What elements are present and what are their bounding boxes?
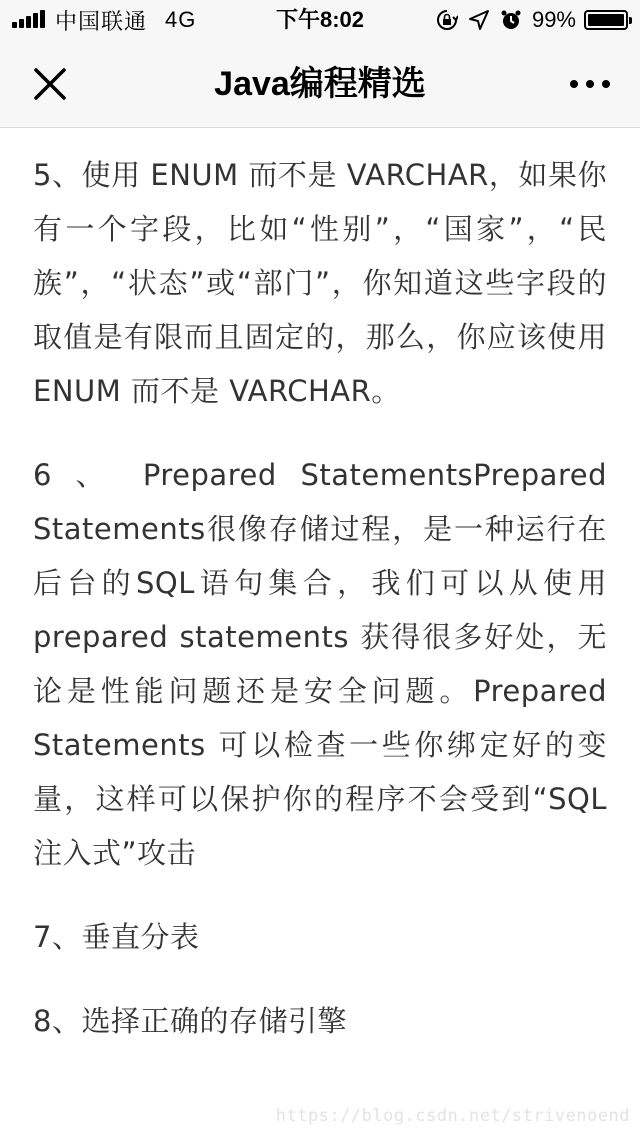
battery-fill [588,14,624,26]
battery-percent: 99% [531,7,576,32]
status-time: 下午8:02 [275,7,365,32]
status-left [12,6,196,34]
rotation-lock-icon [436,9,458,31]
alarm-clock-icon [500,9,522,31]
carrier-name: 中国联通 [55,8,148,34]
status-right [436,6,628,34]
watermark: https://blog.csdn.net/strivenoend [275,1106,630,1126]
page-title: Java编程精选 [214,65,426,103]
more-icon[interactable] [568,70,612,98]
article-paragraph: 6 、 Prepared StatementsPrepared Statements很像存储过程，是一种运行在后台的SQL语句集合，我们可以从使用prepared statements 获得很多好处，无论是性能问题还是安全问题。Prepared Statements 可以检查一些你绑定好的变量，这样可以保护你的程序不会受到“SQL注入式”攻击 [33,458,607,870]
article-body [33,148,607,1078]
network-type: 4G [165,7,197,32]
article-paragraph: 7、垂直分表 [33,920,200,954]
article-paragraph: 5、使用 ENUM 而不是 VARCHAR，如果你有一个字段，比如“性别”，“国家”，“民族”，“状态”或“部门”，你知道这些字段的取值是有限而且固定的，那么，你应该使用 ENUM 而不是 VARCHAR。 [33,158,607,408]
signal-icon [12,12,47,28]
article-paragraph: 8、选择正确的存储引擎 [33,1004,347,1038]
status-bar [0,0,640,40]
nav-bar [0,40,640,128]
battery-icon [584,10,628,30]
location-arrow-icon [468,9,490,31]
close-icon[interactable] [30,64,70,104]
